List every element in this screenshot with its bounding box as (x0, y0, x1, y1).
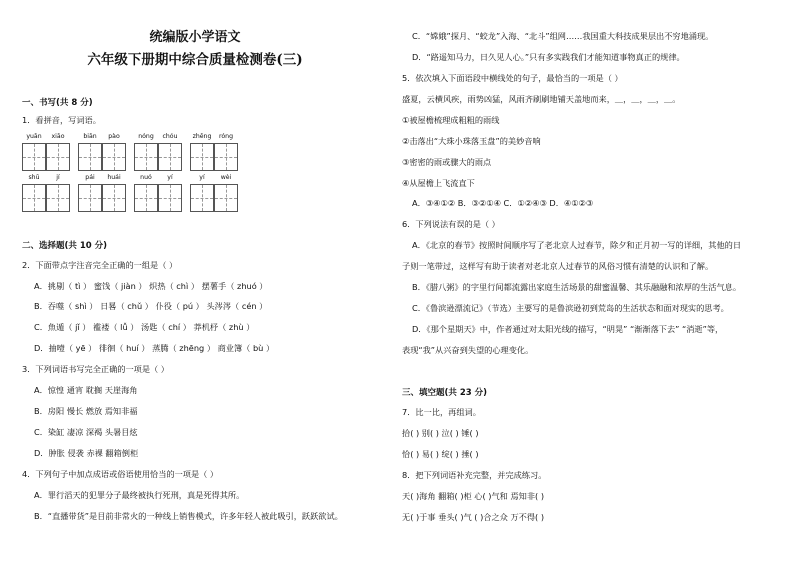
pinyin-label: nuó (140, 174, 152, 181)
q2-option-c: C．魚遁（ jǐ ） 褴褛（ lǚ ） 汤匙（ chí ） 莽机杼（ zhù ） (34, 322, 255, 332)
section-2-heading: 二、选择题(共 10 分) (22, 241, 108, 251)
section-1-heading: 一、书写(共 8 分) (22, 98, 93, 108)
pinyin-label: pái (85, 174, 95, 181)
writing-box[interactable] (102, 184, 126, 212)
q6-option-d-line2: 表现“我”从兴奋到失望的心理变化。 (402, 345, 534, 355)
page-subtitle: 六年级下册期中综合质量检测卷(三) (87, 52, 303, 68)
q7-row-2: 恰( ) 易( ) 绽( ) 捶( ) (402, 449, 479, 459)
writing-box[interactable] (22, 143, 46, 171)
writing-box[interactable] (158, 143, 182, 171)
pinyin-label: pào (108, 133, 120, 140)
question-6: 6．下列说法有误的是（ ） (402, 219, 500, 229)
question-4: 4．下列句子中加点成语或俗语使用恰当的一项是（ ） (22, 469, 219, 479)
question-2: 2．下面带点字注音完全正确的一组是（ ） (22, 260, 178, 270)
writing-box[interactable] (190, 184, 214, 212)
q3-option-d: D．肿胀 侵袭 赤裸 翻箱倒柜 (34, 448, 139, 458)
question-3: 3．下列词语书写完全正确的一项是（ ） (22, 364, 169, 374)
pinyin-label: yuān (26, 133, 42, 140)
writing-box[interactable] (134, 184, 158, 212)
q3-option-b: B．房阳 慢长 燃放 焉知非福 (34, 406, 138, 416)
pinyin-label: shū (28, 174, 40, 181)
pinyin-label: huái (107, 174, 121, 181)
q6-option-a-line1: A．《北京的春节》按照时间顺序写了老北京人过春节，除夕和正月初一写的详细，其他的日 (412, 240, 742, 250)
writing-box[interactable] (134, 143, 158, 171)
section-3-heading: 三、填空题(共 23 分) (402, 388, 488, 398)
writing-box[interactable] (214, 184, 238, 212)
q3-option-c: C．染缸 凄凉 深褐 头暑目炫 (34, 427, 138, 437)
writing-box[interactable] (102, 143, 126, 171)
writing-box[interactable] (46, 143, 70, 171)
writing-box[interactable] (158, 184, 182, 212)
q2-option-a: A．挑剔（ tì ） 蜜饯（ jiàn ） 炽热（ chì ） 摆薯手（ zhuó ） (34, 281, 268, 291)
pinyin-label: róng (218, 133, 234, 140)
writing-box[interactable] (214, 143, 238, 171)
question-8: 8．把下列词语补充完整，并完成练习。 (402, 470, 547, 480)
pinyin-label: nóng (138, 133, 154, 140)
writing-box[interactable] (78, 143, 102, 171)
q3-option-a: A．惊惶 通宵 耽搁 天崖海角 (34, 385, 138, 395)
q2-option-d: D．抽噎（ yē ） 徘徊（ huí ） 蒸腾（ zhēng ） 商业簿（ bù ） (34, 343, 275, 353)
q4-option-a: A．罪行滔天的犯罪分子最终被执行死刑，真是死得其所。 (34, 490, 245, 500)
pinyin-label: wèi (220, 174, 232, 181)
pinyin-label: jí (56, 174, 60, 181)
question-7: 7．比一比，再组词。 (402, 407, 481, 417)
pinyin-label: zhēng (192, 133, 212, 140)
writing-box[interactable] (46, 184, 70, 212)
q4-option-b: B．“直播带货”是目前非常火的一种线上销售模式，许多年轻人被此吸引，跃跃欲试。 (34, 511, 343, 521)
q5-item-4: ④从屋檐上飞流直下 (402, 178, 475, 188)
q7-row-1: 拾( ) 别( ) 泣( ) 锤( ) (402, 428, 479, 438)
q5-passage: 盛夏，云横风疾，雨势凶猛，风雨齐刷刷地铺天盖地而来，＿，＿，＿，＿。 (402, 94, 681, 104)
q6-option-c: C．《鲁滨逊漂流记》（节选）主要写的是鲁滨逊初到荒岛的生活状态和面对现实的思考。 (412, 303, 729, 313)
pinyin-label: yí (167, 174, 173, 181)
question-1: 1．看拼音，写词语。 (22, 115, 101, 125)
writing-box[interactable] (190, 143, 214, 171)
question-5: 5．依次填入下面语段中横线处的句子，最恰当的一项是（ ） (402, 73, 623, 83)
writing-box[interactable] (22, 184, 46, 212)
q5-item-2: ②击落出“大珠小珠落玉盘”的美妙音响 (402, 136, 541, 146)
q6-option-d-line1: D．《那个星期天》中，作者通过对太阳光线的描写，“明晃” “渐渐落下去” “消逝”等， (412, 324, 724, 334)
q6-option-a-line2: 子则一笔带过，这样写有助于读者对老北京人过春节的风俗习惯有清楚的认识和了解。 (402, 261, 714, 271)
pinyin-label: yí (199, 174, 205, 181)
q5-options: A．③④①② B．③②①④ C．①②④③ D．④①②③ (412, 198, 594, 208)
q4-option-d: D．“路遥知马力，日久见人心。”只有多实践我们才能知道事物真正的规律。 (412, 52, 685, 62)
q5-item-1: ①被屋檐梳理成粗粗的雨线 (402, 115, 500, 125)
q8-row-1: 天( )海角 翻箱( )柜 心( )气和 焉知非( ) (402, 491, 545, 501)
pinyin-label: chóu (162, 133, 178, 140)
pinyin-label: xiāo (51, 133, 65, 140)
q8-row-2: 无( )于事 垂头( )气 ( )合之众 万不得( ) (402, 512, 545, 522)
q5-item-3: ③密密的雨或骤大的雨点 (402, 157, 492, 167)
page-title: 统编版小学语文 (149, 30, 241, 45)
q6-option-b: B．《腊八粥》的字里行间都流露出家庭生活场景的甜蜜温馨、其乐融融和浓厚的生活气息。 (412, 282, 742, 292)
q4-option-c: C．“嫦娥”探月、“蛟龙”入海、“北斗”组网……我国重大科技成果层出不穷地涌现。 (412, 31, 714, 41)
q2-option-b: B．吞噬（ shì ） 日晷（ chǔ ） 仆役（ pú ） 头涔涔（ cén ） (34, 301, 268, 311)
writing-box[interactable] (78, 184, 102, 212)
pinyin-label: biān (83, 133, 97, 140)
